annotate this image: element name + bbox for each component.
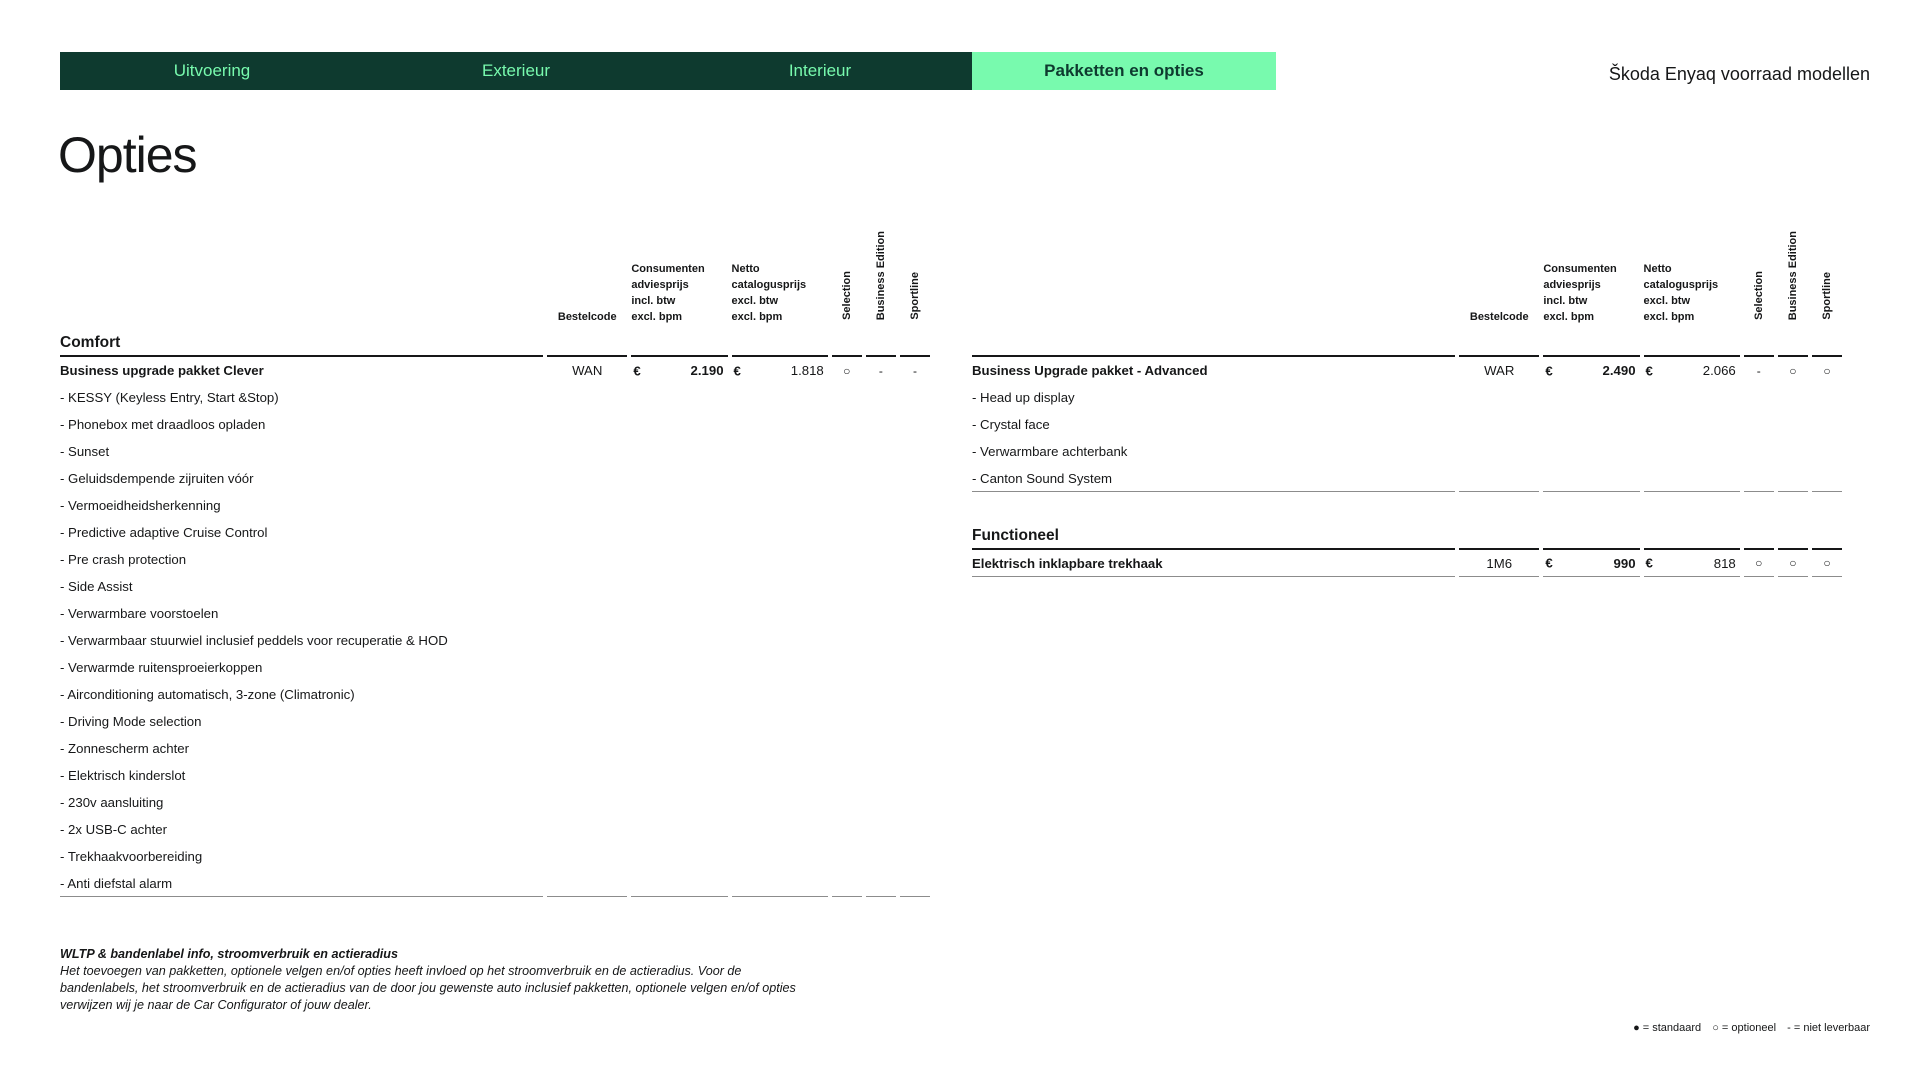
wltp-footnote [60, 946, 820, 1014]
availability-selection: ○ [1744, 550, 1774, 577]
list-item: - 230v aansluiting [60, 795, 164, 810]
table-header-row [60, 225, 930, 327]
list-item: - Verwarmbaar stuurwiel inclusief peddels voor recuperatie & HOD [60, 633, 448, 648]
options-table-right [968, 225, 1846, 577]
header-trim-business-edition: Business Edition [874, 230, 887, 320]
availability-legend [1625, 1022, 1870, 1034]
header-trim-selection: Selection [1752, 271, 1765, 320]
header-net-line: excl. bpm [1643, 311, 1695, 323]
list-item: - Zonnescherm achter [60, 741, 189, 756]
section-tabs [60, 52, 1276, 90]
section-title: Functioneel [972, 520, 1455, 550]
header-net-line: excl. bpm [731, 311, 783, 323]
header-consumer-line: excl. bpm [1543, 311, 1595, 323]
header-consumer-line: excl. bpm [631, 311, 683, 323]
header-consumer-price [1543, 225, 1639, 327]
option-row [972, 550, 1842, 577]
header-name [972, 225, 1455, 327]
tab-pakketten-en-opties[interactable]: Pakketten en opties [972, 52, 1276, 90]
option-name: Elektrisch inklapbare trekhaak [972, 550, 1455, 577]
availability-sportline: ○ [1823, 363, 1831, 378]
header-net-price [1644, 225, 1740, 327]
availability-sportline: - [912, 363, 917, 378]
header-consumer-line: incl. btw [631, 295, 676, 307]
list-item: - KESSY (Keyless Entry, Start &Stop) [60, 390, 279, 405]
package-name: Business upgrade pakket Clever [60, 363, 264, 378]
brand-title: Škoda Enyaq voorraad modellen [1608, 64, 1870, 84]
package-code: WAN [572, 363, 603, 378]
header-consumer-line: incl. btw [1543, 295, 1588, 307]
list-item: - Phonebox met draadloos opladen [60, 417, 266, 432]
list-item: - Anti diefstal alarm [60, 870, 930, 897]
tab-interieur[interactable]: Interieur [668, 52, 972, 90]
header-consumer-line: Consumenten [631, 263, 705, 275]
page-title: Opties [58, 127, 197, 183]
section-row-blank [972, 327, 1842, 357]
header-name [60, 225, 543, 327]
header-trim-sportline: Sportline [1820, 272, 1833, 320]
list-item: - Verwarmbare voorstoelen [60, 606, 219, 621]
availability-sportline: ○ [1812, 550, 1842, 577]
table-header-row [972, 225, 1842, 327]
section-title: Comfort [60, 327, 543, 357]
section-row-functioneel [972, 520, 1842, 550]
package-row [972, 357, 1842, 384]
options-table-left [56, 225, 934, 897]
consumer-price: € 990 [1543, 550, 1639, 577]
header-net-line: catalogusprijs [1643, 279, 1719, 291]
header-consumer-line: adviesprijs [631, 279, 689, 291]
header-bestelcode: Bestelcode [557, 311, 617, 323]
list-item: - Driving Mode selection [60, 714, 202, 729]
consumer-price: € 2.190 [633, 363, 724, 378]
availability-business-edition: ○ [1778, 550, 1808, 577]
header-trim-sportline: Sportline [908, 272, 921, 320]
net-price: € 2.066 [1645, 363, 1736, 378]
header-trim-business-edition: Business Edition [1786, 230, 1799, 320]
header-net-line: excl. btw [731, 295, 779, 307]
header-trim-selection: Selection [840, 271, 853, 320]
header-consumer-price [631, 225, 727, 327]
legend-unavailable: - = niet leverbaar [1787, 1022, 1870, 1034]
header-net-price [732, 225, 828, 327]
spacer-row [972, 492, 1842, 520]
list-item: - Geluidsdempende zijruiten vóór [60, 471, 254, 486]
list-item: - Vermoeidheidsherkenning [60, 498, 221, 513]
list-item: - Canton Sound System [972, 465, 1842, 492]
net-price: € 1.818 [733, 363, 824, 378]
list-item: - Airconditioning automatisch, 3-zone (Climatronic) [60, 687, 355, 702]
section-row-comfort [60, 327, 930, 357]
package-row [60, 357, 930, 384]
tab-exterieur[interactable]: Exterieur [364, 52, 668, 90]
availability-business-edition: ○ [1789, 363, 1797, 378]
list-item: - Elektrisch kinderslot [60, 768, 186, 783]
availability-selection: - [1756, 363, 1761, 378]
list-item: - 2x USB-C achter [60, 822, 167, 837]
legend-optional: ○ = optioneel [1712, 1022, 1777, 1034]
list-item: - Side Assist [60, 579, 133, 594]
header-net-line: Netto [1643, 263, 1672, 275]
header-net-line: Netto [731, 263, 760, 275]
list-item: - Sunset [60, 444, 110, 459]
tab-uitvoering[interactable]: Uitvoering [60, 52, 364, 90]
net-price: € 818 [1644, 550, 1740, 577]
list-item: - Head up display [972, 390, 1075, 405]
footnote-title: WLTP & bandenlabel info, stroomverbruik en actieradius [60, 947, 398, 961]
list-item: - Trekhaakvoorbereiding [60, 849, 203, 864]
list-item: - Crystal face [972, 417, 1050, 432]
header-net-line: catalogusprijs [731, 279, 807, 291]
header-consumer-line: Consumenten [1543, 263, 1617, 275]
option-code: 1M6 [1459, 550, 1539, 577]
header-consumer-line: adviesprijs [1543, 279, 1601, 291]
package-name: Business Upgrade pakket - Advanced [972, 363, 1208, 378]
footnote-text: Het toevoegen van pakketten, optionele velgen en/of opties heeft invloed op het stroomverbruik en de actieradius. Voor de bandenlabels, het stroomverbruik en de actieradius van de door jou gewenste auto inclusief pakketten, optionele velgen en/of opties verwijzen wij je naar de Car Configurator of jouw dealer. [60, 964, 796, 1012]
header-bestelcode: Bestelcode [1469, 311, 1529, 323]
availability-selection: ○ [843, 363, 851, 378]
consumer-price: € 2.490 [1545, 363, 1636, 378]
list-item: - Predictive adaptive Cruise Control [60, 525, 268, 540]
legend-standard: ● = standaard [1633, 1022, 1702, 1034]
header-net-line: excl. btw [1643, 295, 1691, 307]
availability-business-edition: - [878, 363, 883, 378]
package-code: WAR [1484, 363, 1515, 378]
list-item: - Pre crash protection [60, 552, 187, 567]
list-item: - Verwarmbare achterbank [972, 444, 1128, 459]
list-item: - Verwarmde ruitensproeierkoppen [60, 660, 263, 675]
